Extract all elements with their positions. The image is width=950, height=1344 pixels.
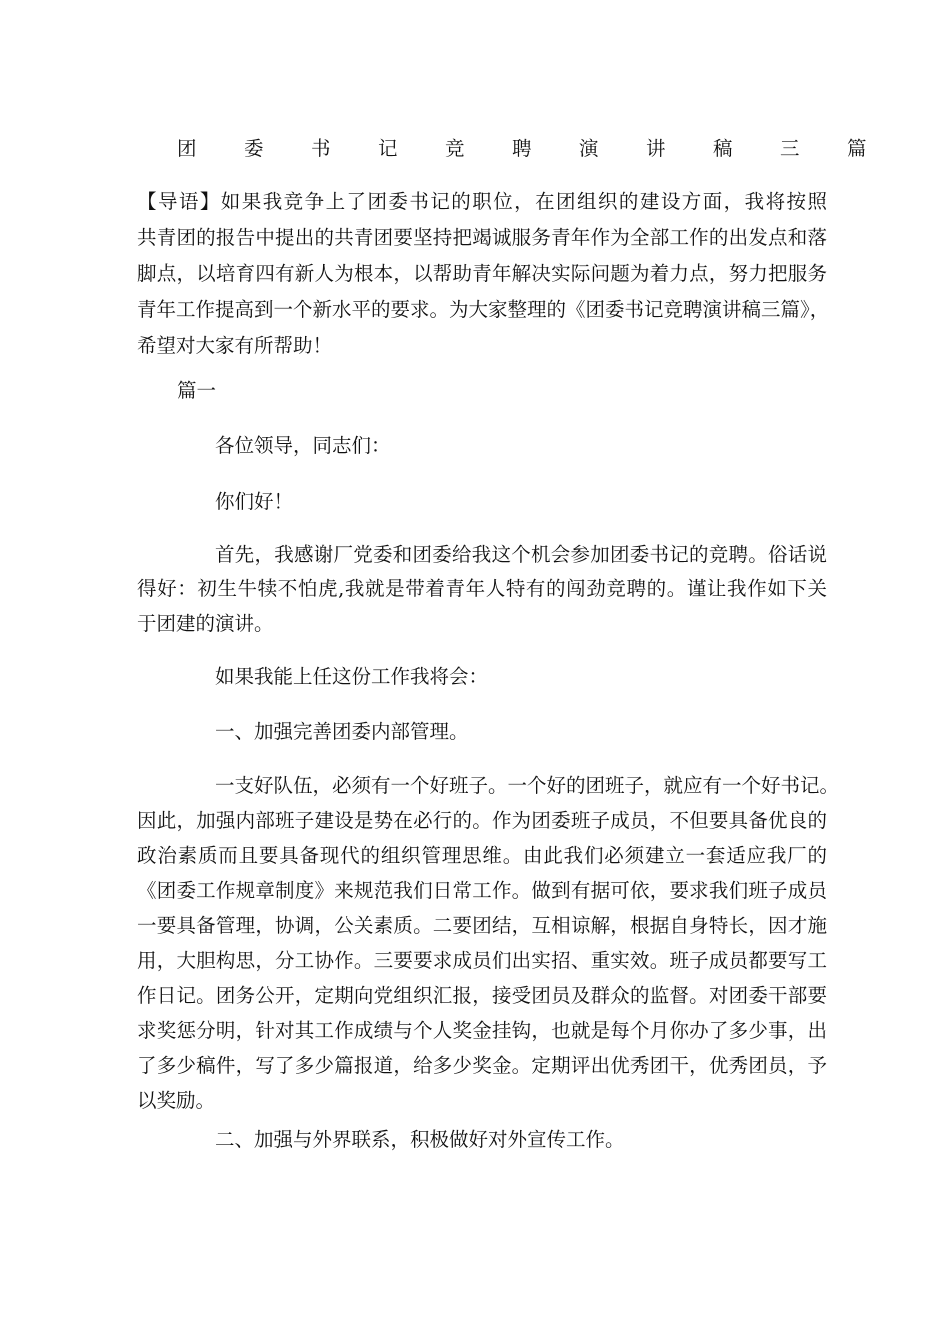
intro-line: 青年工作提高到一个新水平的要求。为大家整理的《团委书记竞聘演讲稿三篇》， [137,298,830,321]
intro-line: 脚点，以培育四有新人为根本，以帮助青年解决实际问题为着力点，努力把服务 [137,262,827,285]
paragraph-line: 作日记。团务公开，定期向党组织汇报，接受团员及群众的监督。对团委干部要 [137,984,827,1007]
paragraph-line: 得好：初生牛犊不怕虎,我就是带着青年人特有的闯劲竞聘的。谨让我作如下关 [137,577,827,600]
paragraph-line: 政治素质而且要具备现代的组织管理思维。由此我们必须建立一套适应我厂的 [137,844,827,867]
paragraph-line: 用，大胆构思，分工协作。三要要求成员们出实招、重实效。班子成员都要写工 [137,949,827,972]
salutation: 各位领导，同志们： [215,434,391,457]
paragraph-line: 以奖励。 [137,1089,216,1112]
paragraph-line: 了多少稿件，写了多少篇报道，给多少奖金。定期评出优秀团干，优秀团员，予 [137,1054,827,1077]
section-label: 篇一 [177,379,217,402]
intro-line: 【导语】如果我竞争上了团委书记的职位，在团组织的建设方面，我将按照 [137,190,827,213]
paragraph-line: 求奖惩分明，针对其工作成绩与个人奖金挂钩，也就是每个月你办了多少事，出 [137,1019,827,1042]
paragraph-line: 首先，我感谢厂党委和团委给我这个机会参加团委书记的竞聘。俗话说 [215,543,827,566]
intro-line: 共青团的报告中提出的共青团要坚持把竭诚服务青年作为全部工作的出发点和落 [137,226,827,249]
paragraph-line: 《团委工作规章制度》来规范我们日常工作。做到有据可依，要求我们班子成员 [137,879,827,902]
paragraph-line: 因此，加强内部班子建设是势在必行的。作为团委班子成员，不但要具备优良的 [137,809,827,832]
lead-in-text: 如果我能上任这份工作我将会： [215,665,489,688]
point-heading: 二、加强与外界联系，积极做好对外宣传工作。 [215,1128,625,1151]
point-heading: 一、加强完善团委内部管理。 [215,720,469,743]
paragraph-line: 一要具备管理，协调，公关素质。二要团结，互相谅解，根据自身特长，因才施 [137,914,827,937]
document-title: 团委书记竞聘演讲稿三篇 [177,137,867,160]
intro-line: 希望对大家有所帮助！ [137,334,333,357]
paragraph-line: 于团建的演讲。 [137,612,274,635]
greeting: 你们好！ [215,490,294,513]
paragraph-line: 一支好队伍，必须有一个好班子。一个好的团班子，就应有一个好书记。 [215,774,840,797]
